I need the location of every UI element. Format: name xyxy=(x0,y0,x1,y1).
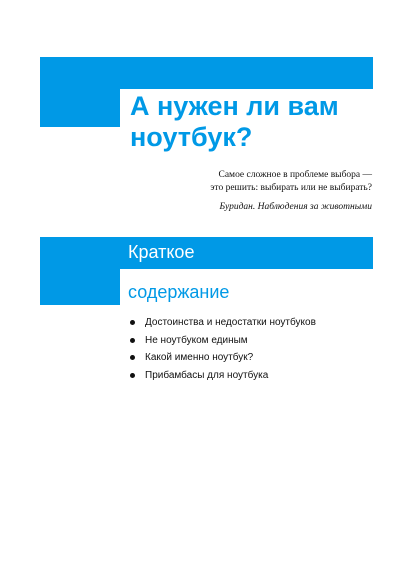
epigraph-line: это решить: выбирать или не выбирать? xyxy=(210,183,372,193)
chapter-header-bar-left xyxy=(40,57,120,127)
bullet-icon xyxy=(130,373,135,378)
epigraph-line: Самое сложное в проблеме выбора — xyxy=(218,170,372,180)
summary-bar-left xyxy=(40,237,120,305)
summary-subtitle: содержание xyxy=(128,282,230,302)
chapter-title-line: А нужен ли вам xyxy=(130,91,339,121)
summary-item-text: Не ноутбуком единым xyxy=(145,334,248,346)
bullet-icon xyxy=(130,320,135,325)
epigraph xyxy=(150,169,372,195)
summary-list-item xyxy=(126,367,386,385)
summary-item-text: Достоинства и недостатки ноутбуков xyxy=(145,317,316,328)
chapter-title xyxy=(130,91,390,153)
summary-list-item xyxy=(126,332,386,350)
summary-list xyxy=(126,314,386,384)
chapter-header-bar-top xyxy=(120,57,373,89)
summary-title: Краткое xyxy=(128,242,195,262)
epigraph-source: Буридан. Наблюдения за животными xyxy=(219,202,372,212)
summary-list-item xyxy=(126,349,386,367)
summary-item-text: Прибамбасы для ноутбука xyxy=(145,369,269,381)
summary-list-item xyxy=(126,314,386,332)
bullet-icon xyxy=(130,355,135,360)
bullet-icon xyxy=(130,338,135,343)
chapter-title-line: ноутбук? xyxy=(130,122,253,152)
summary-item-text: Какой именно ноутбук? xyxy=(145,352,254,363)
